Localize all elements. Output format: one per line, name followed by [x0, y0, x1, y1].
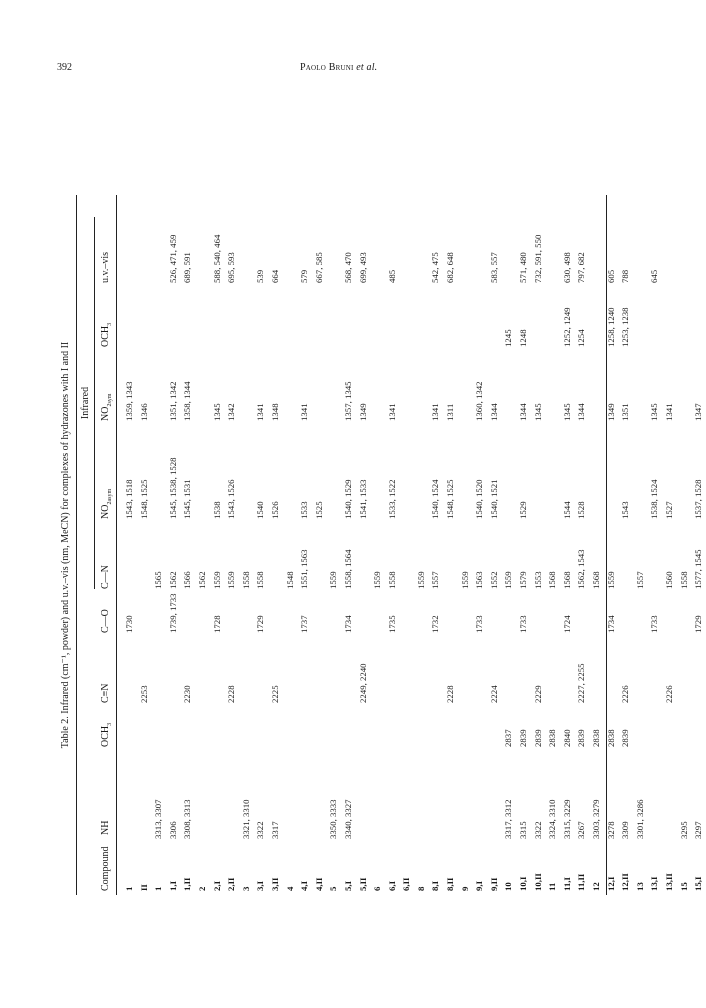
data-table	[58, 195, 704, 895]
cell-no2-sym: 1345	[211, 403, 222, 421]
cell-c-eq-n: 1559	[226, 571, 237, 589]
table-row	[501, 195, 516, 895]
table-row	[399, 195, 414, 895]
cell-c-eq-n: 1562, 1543	[576, 549, 587, 589]
cell-c-eq-n: 1558	[386, 571, 397, 589]
cell-c-eq-n: 1577, 1545	[693, 549, 704, 589]
cell-compound: 12	[591, 882, 601, 891]
header-no2-asym	[100, 489, 113, 519]
cell-uvvis: 568, 470	[342, 252, 353, 283]
cell-c-eq-n: 1559	[459, 571, 470, 589]
cell-co: 1734	[342, 615, 353, 633]
cell-compound: 5,I	[342, 880, 353, 891]
cell-c-eq-n: 1568	[591, 571, 601, 589]
cell-c-eq-n: 1558	[678, 571, 689, 589]
cell-c-eq-n: 1560	[663, 571, 674, 589]
cell-compound: 10	[503, 882, 514, 891]
cell-no2-asym: 1540, 1524	[430, 479, 441, 519]
cell-cn-triple: 2227, 2255	[576, 663, 587, 703]
running-head-suffix: et al.	[356, 62, 378, 73]
cell-compound: 2,I	[211, 880, 222, 891]
cell-co: 1732	[430, 615, 441, 633]
cell-c-eq-n: 1568	[561, 571, 572, 589]
table-row	[487, 195, 502, 895]
cell-nh: 3322	[532, 821, 543, 839]
cell-no2-sym: 1345	[561, 403, 572, 421]
cell-och3-ir: 1254	[576, 329, 587, 347]
cell-cn-triple: 2228	[445, 685, 456, 703]
cell-uvvis: 588, 540, 464	[211, 234, 222, 283]
table-row	[312, 195, 327, 895]
cell-compound: 1	[153, 886, 164, 891]
cell-compound: 8	[415, 886, 426, 891]
cell-nh: 3315, 3229	[561, 799, 572, 839]
cell-nh: 3295	[678, 821, 689, 839]
cell-co: 1724	[561, 615, 572, 633]
cell-compound: 4	[284, 886, 295, 891]
cell-cn-triple: 2225	[269, 685, 280, 703]
cell-compound: 5,II	[357, 877, 368, 891]
table-row	[268, 195, 283, 895]
cell-no2-sym: 1311	[445, 403, 456, 421]
cell-no2-asym: 1540, 1521	[488, 479, 499, 519]
cell-no2-asym: 1545, 1538, 1528	[167, 457, 178, 519]
cell-c-eq-n: 1557	[430, 571, 441, 589]
cell-compound: 11	[547, 882, 558, 891]
table-row	[531, 195, 546, 895]
cell-och3: 2839	[620, 729, 631, 747]
cell-no2-sym: 1348	[269, 403, 280, 421]
cell-no2-sym: 1346	[138, 403, 149, 421]
cell-och3: 2839	[532, 729, 543, 747]
header-no2-asym-sub: 2asym	[107, 488, 113, 505]
table-row	[239, 195, 254, 895]
header-och3	[100, 723, 113, 747]
header-och3-sub: 3	[107, 722, 113, 726]
cell-c-eq-n: 1566	[182, 571, 193, 589]
cell-co: 1734	[605, 615, 616, 633]
cell-no2-sym: 1345	[532, 403, 543, 421]
cell-compound: 6,I	[386, 880, 397, 891]
cell-c-eq-n: 1565	[153, 571, 164, 589]
cell-uvvis: 645	[649, 269, 660, 283]
cell-uvvis: 526, 471, 459	[167, 234, 178, 283]
cell-no2-asym: 1533	[299, 501, 310, 519]
cell-compound: 5	[328, 886, 339, 891]
cell-cn-triple: 2230	[182, 685, 193, 703]
cell-nh: 3303, 3279	[591, 799, 601, 839]
cell-co: 1733	[518, 615, 529, 633]
cell-compound: 10,II	[532, 873, 543, 891]
header-c-eq-n: C—N	[100, 565, 111, 589]
cell-uvvis: 542, 475	[430, 252, 441, 283]
cell-uvvis: 682, 648	[445, 252, 456, 283]
cell-compound: 3	[240, 886, 251, 891]
table-body	[122, 195, 706, 895]
cell-no2-asym: 1527	[663, 501, 674, 519]
cell-uvvis: 571, 480	[518, 252, 529, 283]
cell-no2-asym: 1543	[620, 501, 631, 519]
cell-c-eq-n: 1559	[211, 571, 222, 589]
table-row	[166, 195, 181, 895]
cell-nh: 3309	[620, 821, 631, 839]
cell-compound: 13,II	[663, 873, 674, 891]
cell-nh: 3301, 3286	[634, 799, 645, 839]
cell-cn-triple: 2228	[226, 685, 237, 703]
cell-c-eq-n: 1552	[488, 571, 499, 589]
cell-no2-asym: 1544	[561, 501, 572, 519]
cell-compound: 15	[678, 882, 689, 891]
cell-compound: 4,I	[299, 880, 310, 891]
cell-no2-asym: 1548, 1525	[138, 479, 149, 519]
cell-compound: 3,II	[269, 877, 280, 891]
table-row	[545, 195, 560, 895]
cell-co: 1733	[649, 615, 660, 633]
cell-compound: 3,I	[255, 880, 266, 891]
cell-compound: 1	[124, 886, 134, 891]
table-row	[662, 195, 677, 895]
cell-uvvis: 695, 593	[226, 252, 237, 283]
cell-compound: 6	[372, 886, 383, 891]
cell-nh: 3324, 3310	[547, 799, 558, 839]
table-row	[370, 195, 385, 895]
cell-compound: 10,I	[518, 876, 529, 891]
cell-nh: 3322	[255, 821, 266, 839]
cell-co: 1728	[211, 615, 222, 633]
cell-uvvis: 689, 591	[182, 252, 193, 283]
header-no2-sym-text: NO	[100, 406, 111, 421]
cell-c-eq-n: 1558	[240, 571, 251, 589]
cell-uvvis: 797, 682	[576, 252, 587, 283]
cell-no2-sym: 1358, 1344	[182, 381, 193, 421]
header-och3-text: OCH	[100, 725, 111, 747]
cell-nh: 3317, 3312	[503, 799, 514, 839]
running-head-author: Paolo Bruni	[300, 62, 354, 73]
cell-no2-sym: 1351, 1342	[167, 381, 178, 421]
cell-no2-sym: 1345	[649, 403, 660, 421]
header-co: C—O	[100, 609, 111, 633]
table-row	[122, 195, 137, 895]
cell-no2-asym: 1538	[211, 501, 222, 519]
header-compound: Compound	[100, 846, 111, 891]
group-rule	[94, 217, 95, 589]
cell-co: 1735	[386, 615, 397, 633]
cell-no2-sym: 1351	[620, 403, 631, 421]
table-row	[633, 195, 648, 895]
table-row	[691, 195, 706, 895]
table-row	[224, 195, 239, 895]
cell-no2-sym: 1341	[255, 403, 266, 421]
cell-och3: 2839	[518, 729, 529, 747]
cell-c-eq-n: 1568	[547, 571, 558, 589]
header-och3-ir	[100, 323, 113, 347]
cell-c-eq-n: 1562	[167, 571, 178, 589]
table-row	[356, 195, 371, 895]
table-row	[297, 195, 312, 895]
cell-och3: 2838	[605, 729, 616, 747]
cell-compound: 12,I	[605, 876, 616, 891]
cell-no2-asym: 1543, 1518	[124, 479, 134, 519]
cell-no2-asym: 1525	[313, 501, 324, 519]
cell-uvvis: 485	[386, 269, 397, 283]
cell-uvvis: 579	[299, 269, 310, 283]
cell-uvvis: 605	[605, 269, 616, 283]
cell-och3: 2838	[591, 729, 601, 747]
cell-c-eq-n: 1559	[605, 571, 616, 589]
table-row	[647, 195, 662, 895]
table-row	[195, 195, 210, 895]
infrared-group-label: Infrared	[80, 386, 91, 420]
cell-compound: 4,II	[313, 877, 324, 891]
cell-nh: 3321, 3310	[240, 799, 251, 839]
cell-uvvis: 667, 585	[313, 252, 324, 283]
cell-nh: 3306	[167, 821, 178, 839]
cell-no2-sym: 1344	[518, 403, 529, 421]
cell-cn-triple: 2226	[620, 685, 631, 703]
cell-c-eq-n: 1579	[518, 571, 529, 589]
header-cn-triple: C≡N	[100, 683, 111, 703]
cell-co: 1730	[124, 615, 134, 633]
header-och3-ir-text: OCH	[100, 325, 111, 347]
cell-och3-ir: 1252, 1249	[561, 307, 572, 347]
cell-no2-asym: 1538, 1524	[649, 479, 660, 519]
cell-nh: 3315	[518, 821, 529, 839]
cell-cn-triple: 2253	[138, 685, 149, 703]
cell-compound: 2,II	[226, 877, 237, 891]
cell-no2-sym: 1360, 1342	[474, 381, 485, 421]
page-number: 392	[57, 62, 72, 73]
table-row	[560, 195, 575, 895]
cell-compound: 13,I	[649, 876, 660, 891]
cell-compound: 1,I	[167, 880, 178, 891]
table-row	[341, 195, 356, 895]
cell-no2-sym: 1349	[605, 403, 616, 421]
cell-c-eq-n: 1563	[474, 571, 485, 589]
table-row	[326, 195, 341, 895]
cell-no2-sym: 1341	[386, 403, 397, 421]
cell-uvvis: 630, 498	[561, 252, 572, 283]
table-row	[283, 195, 298, 895]
cell-nh: 3340, 3327	[342, 799, 353, 839]
cell-compound: 13	[634, 882, 645, 891]
rotated-table-container	[58, 195, 704, 895]
cell-no2-sym: 1341	[663, 403, 674, 421]
cell-co: 1733	[474, 615, 485, 633]
cell-no2-sym: 1341	[430, 403, 441, 421]
cell-cn-triple: 2249, 2240	[357, 663, 368, 703]
table-row	[589, 195, 604, 895]
cell-och3-ir: 1258, 1240	[605, 307, 616, 347]
cell-c-eq-n: 1558	[255, 571, 266, 589]
table-row	[385, 195, 400, 895]
cell-c-eq-n: 1558, 1564	[342, 549, 353, 589]
table-row	[574, 195, 589, 895]
cell-cn-triple: 2226	[663, 685, 674, 703]
table-row	[618, 195, 633, 895]
cell-nh: 3313, 3307	[153, 799, 164, 839]
table-row	[137, 195, 152, 895]
cell-no2-asym: 1540	[255, 501, 266, 519]
cell-c-eq-n: 1548	[284, 571, 295, 589]
cell-c-eq-n: 1559	[503, 571, 514, 589]
cell-no2-sym: 1342	[226, 403, 237, 421]
cell-no2-asym: 1528	[576, 501, 587, 519]
cell-compound: 9,II	[488, 877, 499, 891]
cell-no2-asym: 1533, 1522	[386, 479, 397, 519]
table-row	[428, 195, 443, 895]
table-row	[151, 195, 166, 895]
cell-uvvis: 539	[255, 269, 266, 283]
running-head	[300, 62, 377, 73]
cell-compound: 11,II	[576, 873, 587, 891]
cell-och3-ir: 1245	[503, 329, 514, 347]
cell-nh: 3278	[605, 821, 616, 839]
cell-compound: 8,I	[430, 880, 441, 891]
cell-compound: 1,II	[182, 877, 193, 891]
cell-no2-sym: 1359, 1343	[124, 381, 134, 421]
cell-co: 1739, 1733	[167, 593, 178, 633]
header-nh: NH	[100, 820, 111, 835]
cell-nh: 3350, 3333	[328, 799, 339, 839]
cell-och3: 2839	[576, 729, 587, 747]
cell-compound: II	[138, 884, 149, 891]
cell-uvvis: 788	[620, 269, 631, 283]
cell-compound: 2	[196, 886, 207, 891]
cell-no2-asym: 1541, 1533	[357, 479, 368, 519]
table-row	[443, 195, 458, 895]
cell-c-eq-n: 1557	[634, 571, 645, 589]
cell-compound: 15,I	[693, 876, 704, 891]
table-row	[458, 195, 473, 895]
cell-cn-triple: 2224	[488, 685, 499, 703]
table-row	[180, 195, 195, 895]
cell-och3: 2837	[503, 729, 514, 747]
cell-compound: 6,II	[401, 877, 412, 891]
header-no2-asym-text: NO	[100, 504, 111, 519]
cell-co: 1729	[693, 615, 704, 633]
cell-no2-sym: 1349	[357, 403, 368, 421]
cell-och3: 2838	[547, 729, 558, 747]
cell-och3-ir: 1248	[518, 329, 529, 347]
cell-co: 1737	[299, 615, 310, 633]
cell-no2-sym: 1347	[693, 403, 704, 421]
cell-c-eq-n: 1559	[328, 571, 339, 589]
table-row	[677, 195, 692, 895]
cell-compound: 9,I	[474, 880, 485, 891]
cell-cn-triple: 2229	[532, 685, 543, 703]
cell-compound: 8,II	[445, 877, 456, 891]
cell-compound: 11,I	[561, 877, 572, 891]
cell-no2-asym: 1529	[518, 501, 529, 519]
cell-no2-sym: 1344	[576, 403, 587, 421]
header-uvvis: u.v.–vis	[100, 251, 111, 283]
cell-uvvis: 583, 557	[488, 252, 499, 283]
cell-compound: 9	[459, 886, 470, 891]
header-no2-sym-sub: 2sym	[107, 393, 113, 407]
cell-uvvis: 732, 591, 550	[532, 234, 543, 283]
table-row	[210, 195, 225, 895]
cell-c-eq-n: 1551, 1563	[299, 549, 310, 589]
cell-no2-asym: 1526	[269, 501, 280, 519]
table-row	[253, 195, 268, 895]
cell-no2-sym: 1341	[299, 403, 310, 421]
cell-no2-asym: 1540, 1529	[342, 479, 353, 519]
cell-no2-sym: 1357, 1345	[342, 381, 353, 421]
cell-no2-asym: 1537, 1528	[693, 479, 704, 519]
header-no2-sym	[100, 394, 113, 421]
cell-uvvis: 699, 493	[357, 252, 368, 283]
table-row	[414, 195, 429, 895]
cell-compound: 12,II	[620, 873, 631, 891]
cell-no2-sym: 1344	[488, 403, 499, 421]
cell-no2-asym: 1543, 1526	[226, 479, 237, 519]
cell-c-eq-n: 1562	[196, 571, 207, 589]
cell-nh: 3308, 3313	[182, 799, 193, 839]
cell-co: 1729	[255, 615, 266, 633]
cell-no2-asym: 1545, 1531	[182, 479, 193, 519]
cell-c-eq-n: 1553	[532, 571, 543, 589]
header-och3-ir-sub: 3	[107, 322, 113, 326]
cell-uvvis: 664	[269, 269, 280, 283]
cell-och3-ir: 1253, 1238	[620, 307, 631, 347]
cell-no2-asym: 1540, 1520	[474, 479, 485, 519]
cell-c-eq-n: 1559	[372, 571, 383, 589]
table-caption: Table 2. Infrared (cm⁻¹, powder) and u.v.–vis (nm, MeCN) for complexes of hydrazones with I and II	[60, 341, 71, 749]
cell-no2-asym: 1548, 1525	[445, 479, 456, 519]
cell-nh: 3267	[576, 821, 587, 839]
table-bottom-rule	[606, 195, 607, 895]
table-top-rule	[76, 195, 77, 895]
cell-nh: 3317	[269, 821, 280, 839]
cell-nh: 3297	[693, 821, 704, 839]
header-rule	[116, 195, 117, 895]
cell-c-eq-n: 1559	[415, 571, 426, 589]
cell-och3: 2840	[561, 729, 572, 747]
table-row	[516, 195, 531, 895]
table-row	[472, 195, 487, 895]
